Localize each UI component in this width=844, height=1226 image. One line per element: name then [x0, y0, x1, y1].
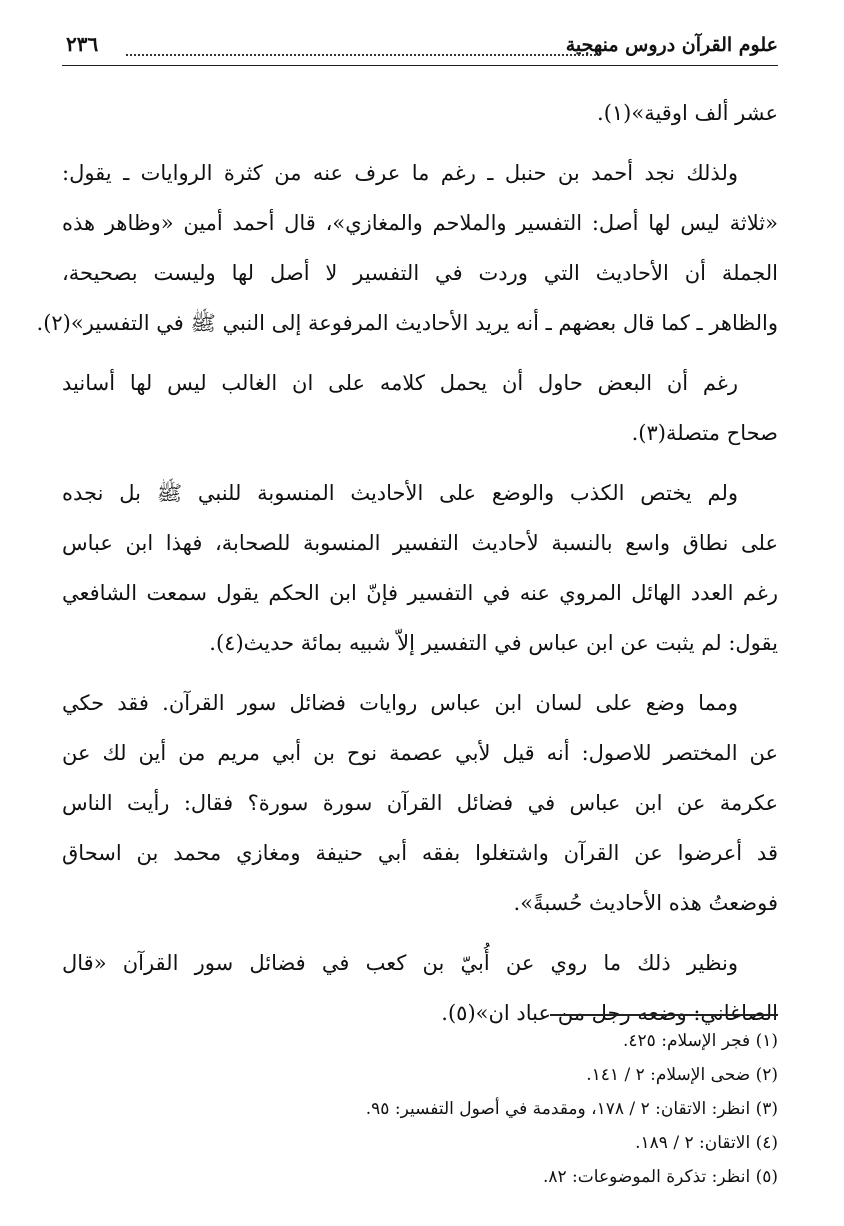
paragraph-gap	[62, 668, 778, 678]
paragraph-gap	[62, 348, 778, 358]
footnote: (١) فجر الإسلام: ٤٢٥.	[623, 1031, 778, 1051]
text-line: رغم العدد الهائل المروي عنه في التفسير فإنّ ابن الحكم يقول سمعت الشافعي	[62, 581, 778, 605]
text-line: رغم أن البعض حاول أن يحمل كلامه على ان الغالب ليس لها أسانيد	[62, 371, 738, 395]
running-title: علوم القرآن دروس منهجية	[565, 34, 778, 56]
footnote-separator	[550, 1014, 778, 1016]
footnote: (٢) ضحى الإسلام: ٢ / ١٤١.	[586, 1065, 778, 1085]
header-rule	[62, 65, 778, 66]
text-line: الجملة أن الأحاديث التي وردت في التفسير لا أصل لها وليست بصحيحة،	[62, 261, 778, 285]
text-line: والظاهر ـ كما قال بعضهم ـ أنه يريد الأحاديث المرفوعة إلى النبي ﷺ في التفسير»(٢).	[36, 311, 778, 335]
paragraph-gap	[62, 138, 778, 148]
text-line: الصاغاني: وضعه رجل من عباد ان»(٥).	[441, 1001, 778, 1025]
text-line: يقول: لم يثبت عن ابن عباس في التفسير إلاّ شبيه بمائة حديث(٤).	[209, 631, 778, 655]
header-dot-leader	[126, 54, 600, 56]
text-line: صحاح متصلة(٣).	[631, 421, 778, 445]
main-text	[36, 88, 778, 1038]
paragraph-gap	[62, 928, 778, 938]
text-line: «ثلاثة ليس لها أصل: التفسير والملاحم والمغازي»، قال أحمد أمين «وظاهر هذه	[62, 211, 778, 235]
text-line: ومما وضع على لسان ابن عباس روايات فضائل سور القرآن. فقد حكي	[62, 691, 738, 715]
footnote: (٣) انظر: الاتقان: ٢ / ١٧٨، ومقدمة في أصول التفسير: ٩٥.	[365, 1099, 778, 1119]
text-line: ونظير ذلك ما روي عن أُبيّ بن كعب في فضائل سور القرآن «قال	[62, 951, 738, 975]
footnote: (٥) انظر: تذكرة الموضوعات: ٨٢.	[542, 1167, 778, 1187]
text-line: عن المختصر للاصول: أنه قيل لأبي عصمة نوح بن أبي مريم من أين لك عن	[62, 741, 778, 765]
running-header	[62, 30, 778, 70]
text-line: عكرمة عن ابن عباس في فضائل القرآن سورة سورة؟ فقال: رأيت الناس	[62, 791, 778, 815]
page-number: ٢٣٦	[66, 32, 99, 56]
text-line: على نطاق واسع بالنسبة لأحاديث التفسير المنسوبة للصحابة، فهذا ابن عباس	[62, 531, 778, 555]
footnotes	[78, 1024, 778, 1194]
text-line: فوضعتُ هذه الأحاديث حُسبةً».	[513, 891, 778, 915]
text-line: ولذلك نجد أحمد بن حنبل ـ رغم ما عرف عنه من كثرة الروايات ـ يقول:	[62, 161, 738, 185]
text-line: قد أعرضوا عن القرآن واشتغلوا بفقه أبي حنيفة ومغازي محمد بن اسحاق	[62, 841, 778, 865]
paragraph-gap	[62, 458, 778, 468]
text-line: ولم يختص الكذب والوضع على الأحاديث المنسوبة للنبي ﷺ بل نجده	[62, 481, 738, 505]
text-line: عشر ألف اوقية»(١).	[597, 101, 778, 125]
footnote: (٤) الاتقان: ٢ / ١٨٩.	[635, 1133, 778, 1153]
